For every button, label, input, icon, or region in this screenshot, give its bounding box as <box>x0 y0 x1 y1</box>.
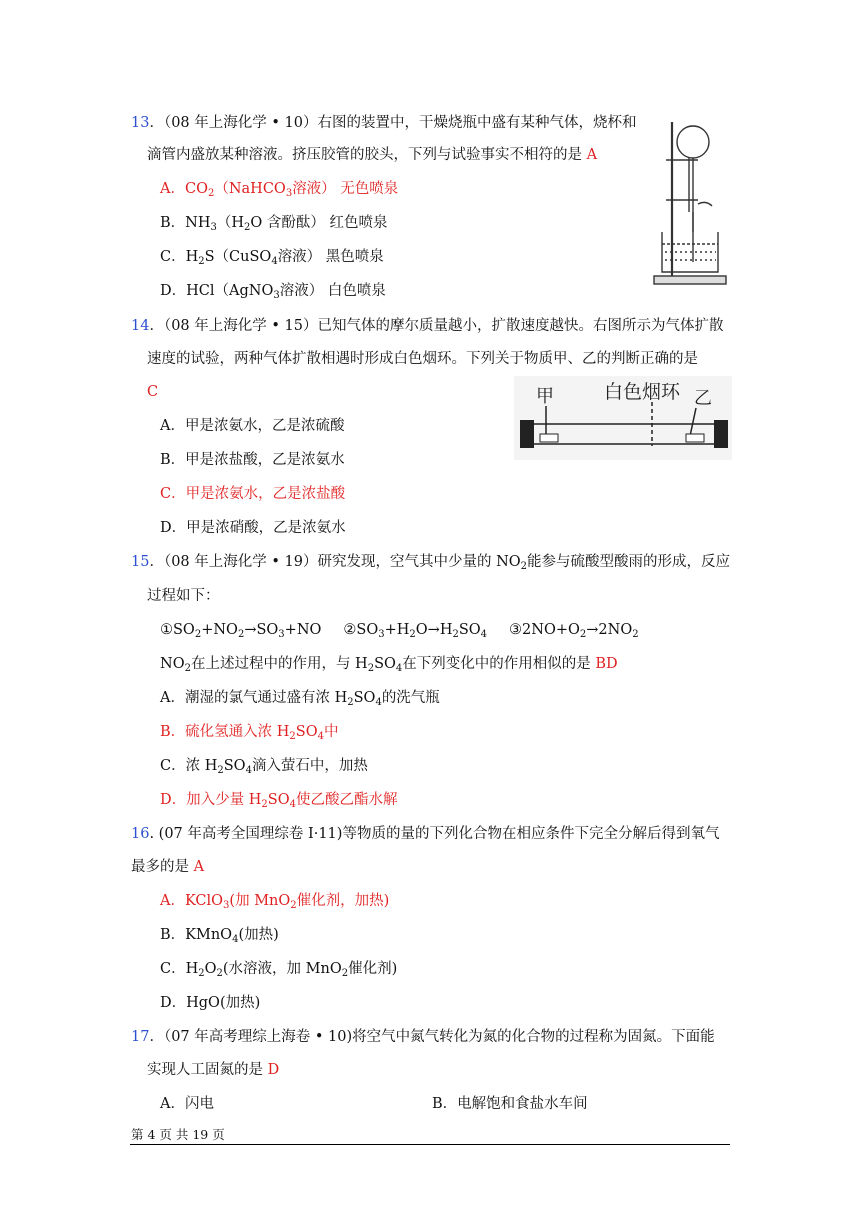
q15-option-b: B．硫化氢通入浓 $H_2SO_4$中 <box>160 724 339 742</box>
label-smoke-ring: 白色烟环 <box>604 381 681 403</box>
label-jia: 甲 <box>536 386 554 407</box>
fountain-apparatus-figure <box>648 112 730 288</box>
q17-line1: 17．（07 年高考理综上海卷 • 10)将空气中氮气转化为氮的化合物的过程称为固氮。下面能 <box>131 1029 715 1045</box>
q14-option-c: C．甲是浓氨水，乙是浓盐酸 <box>160 486 346 502</box>
q13-text: ．（08 年上海化学 • 10）右图的装置中，干燥烧瓶中盛有某种气体，烧杯和 <box>149 115 637 131</box>
q14-text: ．（08 年上海化学 • 15）已知气体的摩尔质量越小，扩散速度越快。右图所示为气体扩散 <box>149 318 724 334</box>
answer-key: C <box>147 384 159 400</box>
q16-line1: 16. (07 年高考全国理综卷 I·11)等物质的量的下列化合物在相应条件下完全分解后得到氧气 <box>131 826 720 842</box>
question-number: 14 <box>131 318 150 334</box>
answer-key: A <box>193 859 205 875</box>
q15-option-c: C．浓 $H_2SO_4$滴入萤石中，加热 <box>160 758 368 776</box>
q13-line2 <box>147 145 597 165</box>
q14-line1 <box>131 316 723 336</box>
q16-line2: 最多的是 A <box>131 859 205 875</box>
q13-text-cont: 滴管内盛放某种溶液。挤压胶管的胶头，下列与试验事实不相符的是 <box>147 147 587 163</box>
q14-option-b: B．甲是浓盐酸，乙是浓氨水 <box>160 452 345 468</box>
q17-option-b: B．电解饱和食盐水车间 <box>432 1096 588 1112</box>
q15-option-d: D．加入少量 $H_2SO_4$使乙酸乙酯水解 <box>160 792 398 810</box>
page-footer: 第 4 页 共 19 页 <box>131 1127 225 1142</box>
footer-divider <box>130 1144 730 1145</box>
q14-option-a: A．甲是浓氨水，乙是浓硫酸 <box>160 418 345 434</box>
question-number: 15 <box>131 554 150 570</box>
q15-equations: $①SO_2+NO_2\to SO_3+NO$ $②SO_3+H_2O\to H_2SO_4$ $③2NO+O_2\to 2NO_2$ <box>160 622 639 640</box>
q16-option-a: A．KClO$_3$(加 MnO$_2$催化剂，加热) <box>160 893 390 911</box>
answer-key: BD <box>595 656 618 672</box>
q13-option-c: C．$H_2S(CuSO_4$溶液） 黑色喷泉 <box>160 249 384 267</box>
q17-option-a: A．闪电 <box>160 1096 214 1112</box>
q15-question: $NO_2$在上述过程中的作用，与 $H_2SO_4$在下列变化中的作用相似的是 BD <box>160 656 618 674</box>
q16-option-d: D．HgO(加热) <box>160 995 261 1011</box>
q14-option-d: D．甲是浓硝酸，乙是浓氨水 <box>160 520 346 536</box>
answer-key: A <box>586 147 598 163</box>
q16-option-c: C．$H_2O_2$(水溶液，加 MnO$_2$催化剂) <box>160 961 398 979</box>
q13-option-b: B．$NH_3(H_2O$ 含酚酞） 红色喷泉 <box>160 215 388 233</box>
q13-option-d: D．HCl（AgNO$_3$溶液） 白色喷泉 <box>160 283 386 301</box>
q17-line2: 实现人工固氮的是 D <box>147 1062 280 1078</box>
q14-line2: 速度的试验，两种气体扩散相遇时形成白色烟环。下列关于物质甲、乙的判断正确的是 <box>147 351 698 367</box>
diffusion-tube-figure <box>514 376 732 460</box>
question-number: 16 <box>131 826 150 842</box>
q15-line1: 15．（08 年上海化学 • 19）研究发现，空气其中少量的 $NO_2$能参与硫酸型酸雨的形成，反应 <box>131 554 731 572</box>
label-yi: 乙 <box>694 388 712 409</box>
question-number: 17 <box>131 1029 150 1045</box>
q15-line2: 过程如下： <box>147 588 220 604</box>
q13-line1 <box>131 113 636 133</box>
question-number: 13 <box>131 115 150 131</box>
q13-option-a: A．$CO_2(NaHCO_3$溶液） 无色喷泉 <box>160 181 399 199</box>
q16-option-b: B．KMnO$_4$(加热) <box>160 927 279 945</box>
q15-option-a: A．潮湿的氯气通过盛有浓 $H_2SO_4$的洗气瓶 <box>160 690 440 708</box>
answer-key: D <box>267 1062 280 1078</box>
